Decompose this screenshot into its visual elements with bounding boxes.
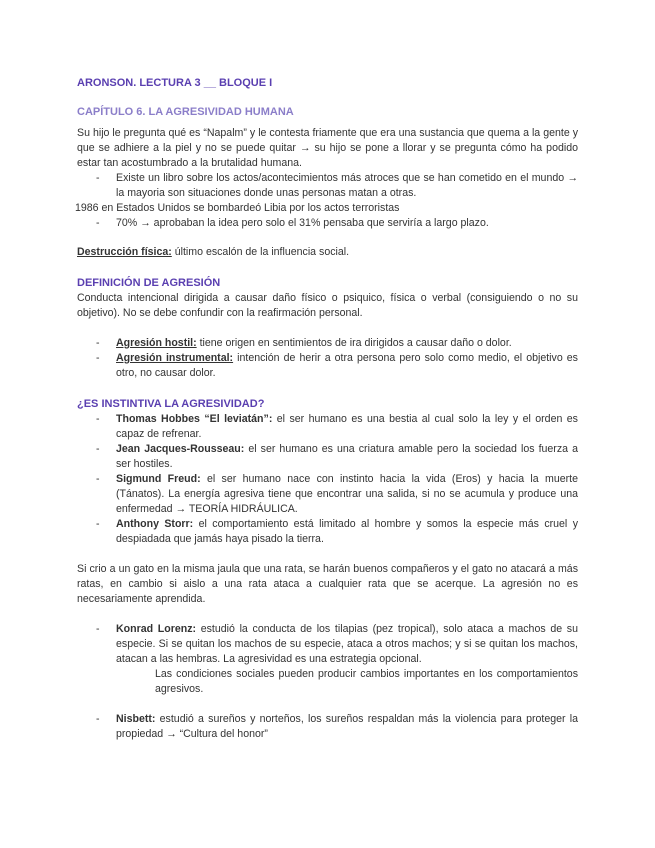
document-title: ARONSON. LECTURA 3 __ BLOQUE I — [77, 77, 273, 89]
libia-list — [77, 216, 578, 231]
bullet-dash: - — [96, 623, 100, 635]
definition: estudió la conducta de los tilapias (pez tropical), solo ataca a machos de su especie. Si se quitan los machos de su especie, ataca a otros machos; y si se quitan los machos, atacan a las hembras. La agresividad es una estrategia opcional. — [116, 623, 578, 665]
term: Agresión instrumental: — [116, 352, 234, 364]
nisbett-list — [77, 712, 578, 742]
list-item — [77, 412, 578, 442]
agresion-types-list — [77, 336, 578, 381]
list-item — [77, 517, 578, 547]
bullet-dash: - — [96, 337, 100, 349]
definition: último escalón de la influencia social. — [171, 246, 350, 258]
list-item — [77, 442, 578, 472]
list-item-text: 70% → aprobaban la idea pero solo el 31% pensaba que serviría a largo plazo. — [116, 217, 489, 229]
definition: el comportamiento está limitado al hombre y somos la especie más cruel y despiadada que jamás haya pisado la tierra. — [116, 518, 578, 545]
intro-list — [77, 171, 578, 201]
definition: tiene origen en sentimientos de ira dirigidos a causar daño o dolor. — [196, 337, 512, 349]
term: Destrucción física: — [77, 246, 172, 258]
lorenz-list — [77, 622, 578, 667]
authors-list — [77, 412, 578, 547]
list-item — [77, 336, 578, 351]
term: Thomas Hobbes “El leviatán”: — [116, 413, 273, 425]
definition: el ser humano es una bestia al cual solo la ley y el orden es capaz de refrenar. — [116, 413, 578, 440]
chapter-title: CAPÍTULO 6. LA AGRESIVIDAD HUMANA — [77, 106, 294, 118]
list-item — [77, 622, 578, 667]
bullet-dash: - — [96, 217, 100, 229]
list-item — [77, 351, 578, 381]
bullet-dash: - — [96, 413, 100, 425]
definition: el ser humano es una criatura amable pero la sociedad los fuerza a ser hostiles. — [116, 443, 578, 470]
bullet-dash: - — [96, 172, 100, 184]
destruccion-fisica — [77, 245, 578, 260]
term: Sigmund Freud: — [116, 473, 201, 485]
section-heading-instintiva: ¿ES INSTINTIVA LA AGRESIVIDAD? — [77, 398, 265, 410]
section-heading-definicion: DEFINICIÓN DE AGRESIÓN — [77, 277, 221, 289]
term: Nisbett: — [116, 713, 156, 725]
bullet-dash: - — [96, 518, 100, 530]
gato-paragraph: Si crio a un gato en la misma jaula que una rata, se harán buenos compañeros y el gato no atacará a más ratas, en cambio si aislo a una rata ataca a cualquier rata que se acerque. La agresión no es necesariamente aprendida. — [77, 563, 578, 605]
bullet-dash: - — [96, 713, 100, 725]
term: Anthony Storr: — [116, 518, 194, 530]
definition: estudió a sureños y norteños, los sureños respaldan más la violencia para proteger la propiedad → “Cultura del honor” — [116, 713, 578, 740]
term: Agresión hostil: — [116, 337, 197, 349]
list-item — [77, 472, 578, 517]
libia-line: 1986 en Estados Unidos se bombardeó Libia por los actos terroristas — [75, 202, 400, 214]
list-item — [77, 216, 578, 231]
term: Konrad Lorenz: — [116, 623, 197, 635]
definition: intención de herir a otra persona pero solo como medio, el objetivo es otro, no causar dolor. — [116, 352, 578, 379]
bullet-dash: - — [96, 352, 100, 364]
document-body — [77, 76, 578, 742]
definicion-paragraph: Conducta intencional dirigida a causar daño físico o psiquico, física o verbal (consiguiendo o no su objetivo). No se debe confundir con la reafirmación personal. — [77, 292, 578, 319]
list-item — [77, 712, 578, 742]
intro-paragraph: Su hijo le pregunta qué es “Napalm” y le contesta friamente que era una sustancia que quema a la gente y que se adhiere a la piel y no se puede quitar → su hijo se pone a llorar y se pregunta cómo ha podido estar tan acostumbrado a la brutalidad humana. — [77, 127, 578, 169]
bullet-dash: - — [96, 473, 100, 485]
bullet-dash: - — [96, 443, 100, 455]
definition: el ser humano nace con instinto hacia la vida (Eros) y hacia la muerte (Tánatos). La energía agresiva tiene que encontrar una salida, si no se acumula y produce una enfermedad → TEORÍA HIDRÁULICA. — [116, 473, 578, 515]
lorenz-note: Las condiciones sociales pueden producir cambios importantes en los comportamientos agresivos. — [155, 668, 578, 695]
term: Jean Jacques-Rousseau: — [116, 443, 245, 455]
list-item-text: Existe un libro sobre los actos/acontecimientos más atroces que se han cometido en el mundo → la mayoria son situaciones donde unas personas matan a otras. — [116, 172, 578, 199]
list-item — [77, 171, 578, 201]
